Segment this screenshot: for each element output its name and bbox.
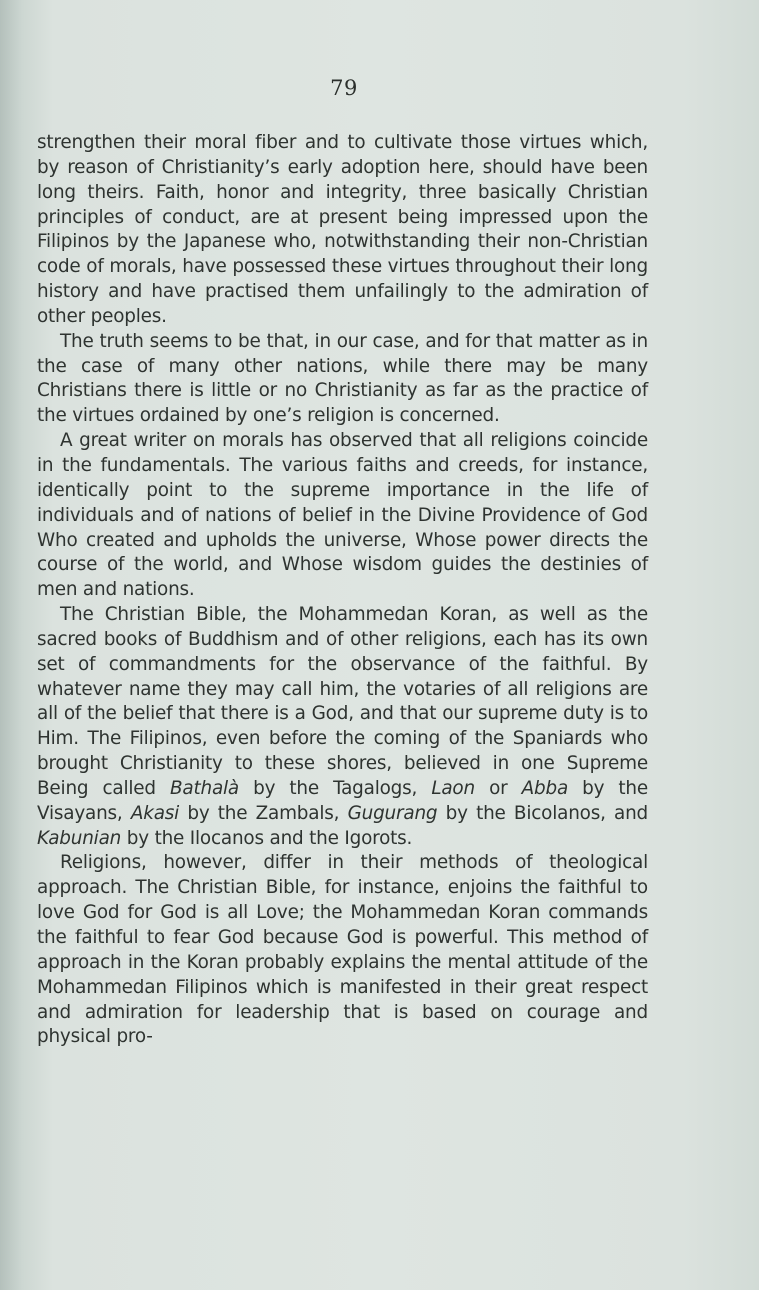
deity-akasi: Akasi: [130, 802, 180, 824]
paragraph-4: [37, 603, 648, 851]
deity-abba: Abba: [521, 777, 569, 799]
paragraph-4-text: The Christian Bible, the Mohammedan Koran, as well as the sacred books of Buddhism and of other religions, each has its own set of commandments for the observance of the faithful. By whatever name they may call him, the votaries of all religions are all of the belief that there is a God, and that our supreme duty is to Him. The Filipinos, even before the coming of the Spaniards who brought Christianity to these shores, believed in one Supreme Being called: [37, 604, 648, 799]
deity-bathala: Bathalà: [170, 777, 240, 799]
deity-zambals: by the Zambals,: [187, 802, 340, 824]
deity-gugurang: Gugurang: [347, 802, 438, 824]
paragraph-5: Religions, however, differ in their methods of theological approach. The Christian Bible, for instance, enjoins the faithful to love God for God is all Love; the Mohammedan Koran commands the faithful to fear God because God is powerful. This method of approach in the Koran probably explains the mental attitude of the Mohammedan Filipinos which is manifested in their great respect and admiration for leadership that is based on courage and physical pro-: [37, 852, 648, 1048]
body-text: [37, 131, 648, 1050]
deity-ilocanos: by the Ilocanos and the Igorots.: [126, 827, 413, 849]
paragraph-1: strengthen their moral fiber and to cultivate those virtues which, by reason of Christianity’s early adoption here, should have been long theirs. Faith, honor and integrity, three basically Christian principles of conduct, are at present being impressed upon the Filipinos by the Japanese who, notwithstanding their non-Christian code of morals, have possessed these virtues throughout their long history and have practised them unfailingly to the admiration of other peoples.: [37, 132, 648, 327]
deity-or: or: [489, 777, 508, 799]
deity-kabunian: Kabunian: [37, 827, 122, 849]
page-number: 79: [330, 76, 358, 100]
deity-tagalogs: by the Tagalogs,: [253, 777, 418, 799]
deity-bicolanos: by the Bicolanos, and: [445, 802, 649, 824]
paragraph-2: The truth seems to be that, in our case, and for that matter as in the case of many other nations, while there may be many Christians there is little or no Christianity as far as the practice of the virtues ordained by one’s religion is concerned.: [37, 330, 648, 427]
deity-visayans: by the Visayans,: [37, 777, 648, 824]
paragraph-3: A great writer on morals has observed that all religions coincide in the fundamentals. The various faiths and creeds, for instance, identically point to the supreme importance in the life of individuals and of nations of belief in the Divine Providence of God Who created and upholds the universe, Whose power directs the course of the world, and Whose wisdom guides the destinies of men and nations.: [37, 430, 648, 601]
deity-laon: Laon: [431, 777, 475, 799]
